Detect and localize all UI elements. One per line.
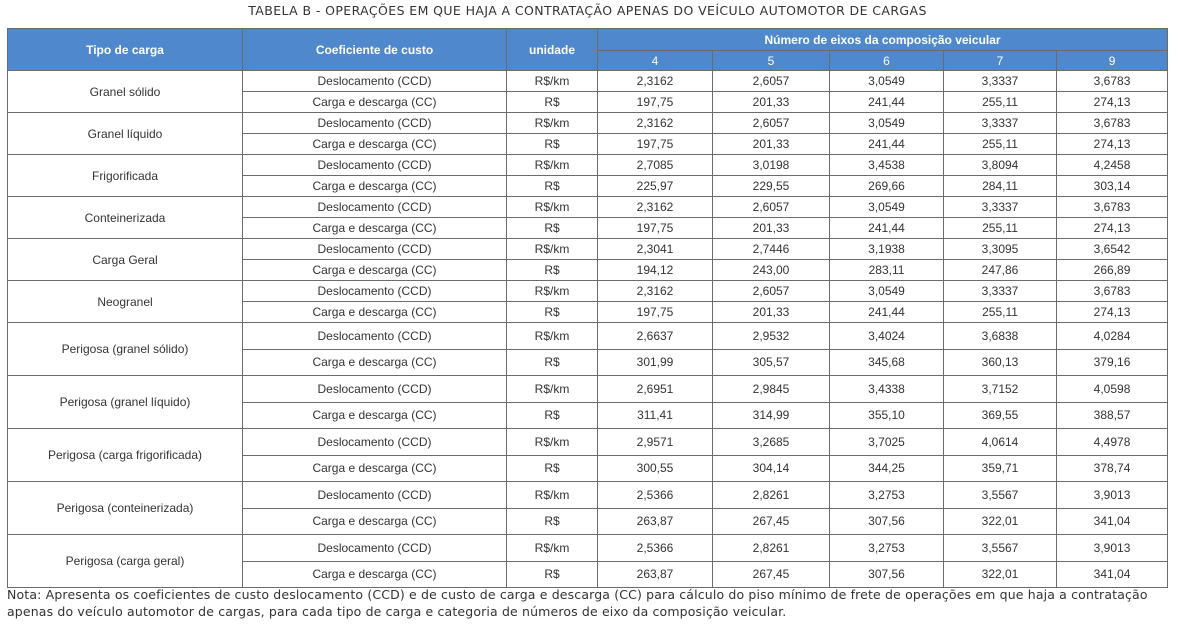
value-cell: 194,12: [598, 260, 713, 281]
value-cell: 4,0614: [944, 429, 1057, 456]
value-cell: 341,04: [1057, 561, 1168, 588]
unit-cell: R$/km: [507, 155, 598, 176]
value-cell: 197,75: [598, 302, 713, 323]
value-cell: 4,0284: [1057, 323, 1168, 350]
value-cell: 3,0549: [830, 71, 944, 92]
value-cell: 3,5567: [944, 535, 1057, 562]
value-cell: 3,3337: [944, 281, 1057, 302]
value-cell: 322,01: [944, 508, 1057, 535]
value-cell: 243,00: [713, 260, 830, 281]
value-cell: 274,13: [1057, 92, 1168, 113]
coefficient-ccd-cell: Deslocamento (CCD): [243, 113, 507, 134]
value-cell: 3,3337: [944, 113, 1057, 134]
value-cell: 3,9013: [1057, 482, 1168, 509]
value-cell: 305,57: [713, 349, 830, 376]
value-cell: 3,2753: [830, 482, 944, 509]
value-cell: 2,6057: [713, 197, 830, 218]
coefficient-cc-cell: Carga e descarga (CC): [243, 349, 507, 376]
coefficient-ccd-cell: Deslocamento (CCD): [243, 155, 507, 176]
unit-cell: R$: [507, 455, 598, 482]
coefficient-cc-cell: Carga e descarga (CC): [243, 176, 507, 197]
value-cell: 255,11: [944, 302, 1057, 323]
value-cell: 2,3162: [598, 113, 713, 134]
value-cell: 2,6637: [598, 323, 713, 350]
value-cell: 360,13: [944, 349, 1057, 376]
value-cell: 3,7025: [830, 429, 944, 456]
table-row: [8, 281, 1168, 302]
value-cell: 225,97: [598, 176, 713, 197]
value-cell: 2,8261: [713, 482, 830, 509]
value-cell: 314,99: [713, 402, 830, 429]
value-cell: 3,3095: [944, 239, 1057, 260]
table-note: Nota: Apresenta os coeficientes de custo deslocamento (CCD) e de custo de carga e descarga (CC) para cálculo do piso mínimo de frete de operações em que haja a contratação apenas do veículo automotor de cargas, para cada tipo de carga e categoria de números de eixo da composição veicular.: [7, 587, 1148, 619]
coefficient-ccd-cell: Deslocamento (CCD): [243, 71, 507, 92]
unit-cell: R$: [507, 92, 598, 113]
value-cell: 3,3337: [944, 71, 1057, 92]
value-cell: 3,4538: [830, 155, 944, 176]
value-cell: 274,13: [1057, 218, 1168, 239]
coefficient-ccd-cell: Deslocamento (CCD): [243, 323, 507, 350]
coefficient-cc-cell: Carga e descarga (CC): [243, 134, 507, 155]
value-cell: 3,2753: [830, 535, 944, 562]
cargo-type-cell: Granel sólido: [8, 71, 243, 113]
value-cell: 378,74: [1057, 455, 1168, 482]
value-cell: 2,6057: [713, 113, 830, 134]
header-tipo-de-carga: Tipo de carga: [8, 29, 243, 71]
table-row: [8, 197, 1168, 218]
freight-coefficients-table: [7, 28, 1168, 588]
value-cell: 3,8094: [944, 155, 1057, 176]
unit-cell: R$/km: [507, 239, 598, 260]
value-cell: 255,11: [944, 92, 1057, 113]
table-row: [8, 323, 1168, 350]
value-cell: 2,5366: [598, 535, 713, 562]
unit-cell: R$: [507, 561, 598, 588]
value-cell: 263,87: [598, 508, 713, 535]
value-cell: 241,44: [830, 218, 944, 239]
value-cell: 3,3337: [944, 197, 1057, 218]
coefficient-cc-cell: Carga e descarga (CC): [243, 455, 507, 482]
value-cell: 3,4024: [830, 323, 944, 350]
coefficient-ccd-cell: Deslocamento (CCD): [243, 429, 507, 456]
value-cell: 3,5567: [944, 482, 1057, 509]
value-cell: 201,33: [713, 134, 830, 155]
coefficient-ccd-cell: Deslocamento (CCD): [243, 482, 507, 509]
value-cell: 307,56: [830, 561, 944, 588]
value-cell: 2,3162: [598, 281, 713, 302]
value-cell: 255,11: [944, 134, 1057, 155]
table-header: [8, 29, 1168, 71]
value-cell: 3,0549: [830, 113, 944, 134]
value-cell: 2,6057: [713, 281, 830, 302]
value-cell: 341,04: [1057, 508, 1168, 535]
coefficient-cc-cell: Carga e descarga (CC): [243, 508, 507, 535]
unit-cell: R$: [507, 402, 598, 429]
coefficient-ccd-cell: Deslocamento (CCD): [243, 197, 507, 218]
unit-cell: R$: [507, 176, 598, 197]
value-cell: 201,33: [713, 218, 830, 239]
value-cell: 2,9571: [598, 429, 713, 456]
value-cell: 3,6783: [1057, 197, 1168, 218]
coefficient-cc-cell: Carga e descarga (CC): [243, 561, 507, 588]
value-cell: 2,6951: [598, 376, 713, 403]
value-cell: 3,0549: [830, 197, 944, 218]
value-cell: 241,44: [830, 134, 944, 155]
table-title: TABELA B - OPERAÇÕES EM QUE HAJA A CONTRATAÇÃO APENAS DO VEÍCULO AUTOMOTOR DE CARGAS: [248, 3, 927, 18]
unit-cell: R$/km: [507, 113, 598, 134]
header-eixo-4: 4: [598, 51, 713, 71]
value-cell: 369,55: [944, 402, 1057, 429]
value-cell: 3,0549: [830, 281, 944, 302]
value-cell: 274,13: [1057, 302, 1168, 323]
value-cell: 201,33: [713, 92, 830, 113]
coefficient-cc-cell: Carga e descarga (CC): [243, 92, 507, 113]
value-cell: 4,2458: [1057, 155, 1168, 176]
value-cell: 355,10: [830, 402, 944, 429]
value-cell: 300,55: [598, 455, 713, 482]
cargo-type-cell: Neogranel: [8, 281, 243, 323]
table-body: [8, 71, 1168, 588]
unit-cell: R$: [507, 260, 598, 281]
value-cell: 379,16: [1057, 349, 1168, 376]
value-cell: 303,14: [1057, 176, 1168, 197]
value-cell: 3,6783: [1057, 71, 1168, 92]
value-cell: 241,44: [830, 92, 944, 113]
value-cell: 266,89: [1057, 260, 1168, 281]
value-cell: 322,01: [944, 561, 1057, 588]
cargo-type-cell: Perigosa (granel líquido): [8, 376, 243, 429]
unit-cell: R$: [507, 302, 598, 323]
header-coeficiente: Coeficiente de custo: [243, 29, 507, 71]
value-cell: 2,7085: [598, 155, 713, 176]
value-cell: 3,6838: [944, 323, 1057, 350]
value-cell: 4,0598: [1057, 376, 1168, 403]
table-row: [8, 239, 1168, 260]
header-eixo-9: 9: [1057, 51, 1168, 71]
unit-cell: R$: [507, 218, 598, 239]
value-cell: 3,6783: [1057, 113, 1168, 134]
unit-cell: R$: [507, 349, 598, 376]
value-cell: 269,66: [830, 176, 944, 197]
value-cell: 241,44: [830, 302, 944, 323]
value-cell: 4,4978: [1057, 429, 1168, 456]
value-cell: 284,11: [944, 176, 1057, 197]
header-eixo-5: 5: [713, 51, 830, 71]
coefficient-cc-cell: Carga e descarga (CC): [243, 260, 507, 281]
value-cell: 2,9845: [713, 376, 830, 403]
coefficient-ccd-cell: Deslocamento (CCD): [243, 535, 507, 562]
table-row: [8, 376, 1168, 403]
value-cell: 2,9532: [713, 323, 830, 350]
unit-cell: R$/km: [507, 323, 598, 350]
value-cell: 3,1938: [830, 239, 944, 260]
value-cell: 2,3162: [598, 197, 713, 218]
value-cell: 2,3041: [598, 239, 713, 260]
value-cell: 359,71: [944, 455, 1057, 482]
cargo-type-cell: Perigosa (granel sólido): [8, 323, 243, 376]
value-cell: 2,6057: [713, 71, 830, 92]
value-cell: 229,55: [713, 176, 830, 197]
cargo-type-cell: Granel líquido: [8, 113, 243, 155]
value-cell: 197,75: [598, 218, 713, 239]
coefficient-ccd-cell: Deslocamento (CCD): [243, 239, 507, 260]
unit-cell: R$/km: [507, 197, 598, 218]
value-cell: 3,4338: [830, 376, 944, 403]
table-row: [8, 429, 1168, 456]
table-row: [8, 535, 1168, 562]
header-eixo-6: 6: [830, 51, 944, 71]
unit-cell: R$: [507, 508, 598, 535]
value-cell: 3,6542: [1057, 239, 1168, 260]
header-numero-de-eixos: Número de eixos da composição veicular: [598, 29, 1168, 51]
unit-cell: R$/km: [507, 429, 598, 456]
value-cell: 263,87: [598, 561, 713, 588]
value-cell: 304,14: [713, 455, 830, 482]
value-cell: 2,5366: [598, 482, 713, 509]
cargo-type-cell: Carga Geral: [8, 239, 243, 281]
unit-cell: R$/km: [507, 71, 598, 92]
value-cell: 3,7152: [944, 376, 1057, 403]
value-cell: 201,33: [713, 302, 830, 323]
value-cell: 307,56: [830, 508, 944, 535]
value-cell: 3,9013: [1057, 535, 1168, 562]
value-cell: 3,6783: [1057, 281, 1168, 302]
value-cell: 197,75: [598, 92, 713, 113]
table-row: [8, 482, 1168, 509]
value-cell: 197,75: [598, 134, 713, 155]
value-cell: 3,0198: [713, 155, 830, 176]
table-row: [8, 71, 1168, 92]
value-cell: 301,99: [598, 349, 713, 376]
value-cell: 267,45: [713, 508, 830, 535]
value-cell: 2,8261: [713, 535, 830, 562]
value-cell: 283,11: [830, 260, 944, 281]
value-cell: 267,45: [713, 561, 830, 588]
unit-cell: R$/km: [507, 535, 598, 562]
table-row: [8, 155, 1168, 176]
cargo-type-cell: Conteinerizada: [8, 197, 243, 239]
value-cell: 255,11: [944, 218, 1057, 239]
unit-cell: R$/km: [507, 482, 598, 509]
header-unidade: unidade: [507, 29, 598, 71]
coefficient-cc-cell: Carga e descarga (CC): [243, 218, 507, 239]
cargo-type-cell: Perigosa (carga geral): [8, 535, 243, 588]
value-cell: 274,13: [1057, 134, 1168, 155]
value-cell: 345,68: [830, 349, 944, 376]
coefficient-ccd-cell: Deslocamento (CCD): [243, 281, 507, 302]
value-cell: 247,86: [944, 260, 1057, 281]
value-cell: 344,25: [830, 455, 944, 482]
value-cell: 388,57: [1057, 402, 1168, 429]
cargo-type-cell: Frigorificada: [8, 155, 243, 197]
table-row: [8, 113, 1168, 134]
unit-cell: R$: [507, 134, 598, 155]
value-cell: 3,2685: [713, 429, 830, 456]
cargo-type-cell: Perigosa (carga frigorificada): [8, 429, 243, 482]
coefficient-ccd-cell: Deslocamento (CCD): [243, 376, 507, 403]
value-cell: 2,3162: [598, 71, 713, 92]
coefficient-cc-cell: Carga e descarga (CC): [243, 402, 507, 429]
unit-cell: R$/km: [507, 376, 598, 403]
value-cell: 311,41: [598, 402, 713, 429]
header-eixo-7: 7: [944, 51, 1057, 71]
value-cell: 2,7446: [713, 239, 830, 260]
unit-cell: R$/km: [507, 281, 598, 302]
coefficient-cc-cell: Carga e descarga (CC): [243, 302, 507, 323]
cargo-type-cell: Perigosa (conteinerizada): [8, 482, 243, 535]
